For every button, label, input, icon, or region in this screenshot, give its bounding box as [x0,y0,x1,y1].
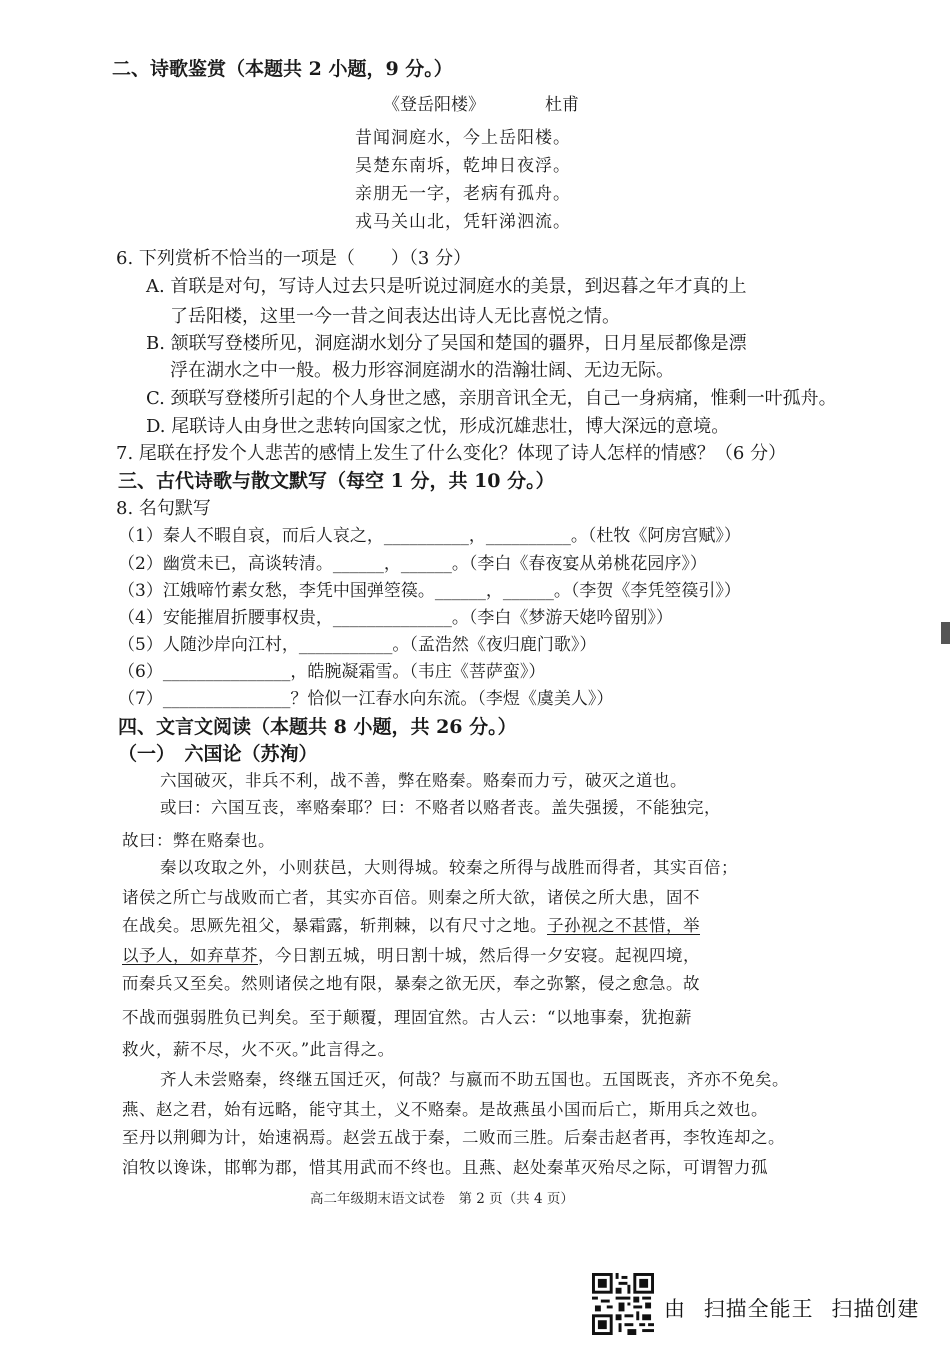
section4-heading: 四、文言文阅读（本题共 8 小题，共 26 分。） [118,716,517,738]
fill-item: （2）幽赏未已，高谈转清。______，______。（李白《春夜宴从弟桃花园序》） [118,554,707,574]
section2-heading: 二、诗歌鉴赏（本题共 2 小题，9 分。） [112,58,453,80]
watermark-by: 由 [664,1297,686,1321]
fill-item: （3）江娥啼竹素女愁，李凭中国弹箜篌。______，______。（李贺《李凭箜篌引》） [118,581,741,601]
passage-line: 而秦兵又至矣。然则诸侯之地有限，暴秦之欲无厌，奉之弥繁，侵之愈急。故 [122,974,700,993]
option-b: B. 颔联写登楼所见，洞庭湖水划分了吴国和楚国的疆界，日月星辰都像是漂 [146,333,747,354]
option-c: C. 颈联写登楼所引起的个人身世之感，亲朋音讯全无，自己一身病痛，惟剩一叶孤舟。 [146,388,837,409]
passage-paragraph: 秦以攻取之外，小则获邑，大则得城。较秦之所得与战胜而得者，其实百倍； [160,858,738,877]
fill-item: （4）安能摧眉折腰事权贵，______________。（李白《梦游天姥吟留别》） [118,608,673,628]
watermark-action: 扫描创建 [831,1297,920,1321]
option-a-cont: 了岳阳楼，这里一今一昔之间表达出诗人无比喜悦之情。 [170,306,620,327]
passage-title: （一） 六国论（苏洵） [118,743,318,765]
poem-line: 亲朋无一字，老病有孤舟。 [355,184,571,204]
passage-text: 在战矣。思厥先祖父，暴霜露，斩荆棘，以有尺寸之地。 [122,916,547,935]
fill-item: （5）人随沙岸向江村，___________。（孟浩然《夜归鹿门歌》） [118,635,597,655]
poem-line: 戎马关山北，凭轩涕泗流。 [355,212,571,232]
poem-line: 吴楚东南坼，乾坤日夜浮。 [355,156,571,176]
qr-code-icon [592,1273,654,1335]
underlined-sentence: 子孙视之不甚惜，举 [547,916,700,935]
scan-edge-mark [941,622,950,644]
passage-line: 洎牧以谗诛，邯郸为郡，惜其用武而不终也。且燕、赵处秦革灭殆尽之际，可谓智力孤 [122,1158,768,1177]
passage-line: 救火，薪不尽，火不灭。”此言得之。 [122,1040,395,1059]
passage-line: 燕、赵之君，始有远略，能守其土，义不赂秦。是故燕虽小国而后亡，斯用兵之效也。 [122,1100,768,1119]
passage-text: ，今日割五城，明日割十城，然后得一夕安寝。起视四境， [258,946,700,965]
question-6-stem: 6. 下列赏析不恰当的一项是（ ）（3 分） [116,248,472,269]
passage-line: 诸侯之所亡与战败而亡者，其实亦百倍。则秦之所大欲，诸侯之所大患，固不 [122,888,700,907]
underlined-sentence: 以予人，如弃草芥 [122,946,258,965]
fill-item: （6）_______________，皓腕凝霜雪。（韦庄《菩萨蛮》） [118,662,546,682]
passage-line [122,948,700,965]
poem-author: 杜甫 [545,95,579,115]
question-8-title: 8. 名句默写 [116,498,211,519]
option-a: A. 首联是对句，写诗人过去只是听说过洞庭水的美景，到迟暮之年才真的上 [146,276,747,297]
passage-line [122,918,700,935]
option-d: D. 尾联诗人由身世之悲转向国家之忧，形成沉雄悲壮，博大深远的意境。 [146,416,730,437]
passage-paragraph: 或曰：六国互丧，率赂秦耶？曰：不赂者以赂者丧。盖失强援，不能独完， [160,798,721,817]
option-b-cont: 浮在湖水之中一般。极力形容洞庭湖水的浩瀚壮阔、无边无际。 [170,360,674,381]
fill-item: （1）秦人不暇自哀，而后人哀之，__________，__________。（杜牧《阿房宫赋》） [118,526,741,546]
poem-line: 昔闻洞庭水，今上岳阳楼。 [355,128,571,148]
section3-heading: 三、古代诗歌与散文默写（每空 1 分，共 10 分。） [118,470,555,492]
passage-paragraph: 齐人未尝赂秦，终继五国迁灭，何哉？与嬴而不助五国也。五国既丧，齐亦不免矣。 [160,1070,789,1089]
passage-line: 不战而强弱胜负已判矣。至于颠覆，理固宜然。古人云：“以地事秦，犹抱薪 [122,1008,692,1027]
passage-paragraph: 六国破灭，非兵不利，战不善，弊在赂秦。赂秦而力亏，破灭之道也。 [160,771,687,790]
page-footer: 高二年级期末语文试卷 第 2 页（共 4 页） [310,1191,574,1207]
fill-item: （7）_______________？恰似一江春水向东流。（李煜《虞美人》） [118,689,614,709]
question-7: 7. 尾联在抒发个人悲苦的感情上发生了什么变化？体现了诗人怎样的情感？（6 分） [116,443,787,464]
poem-title: 《登岳阳楼》 [383,95,485,115]
passage-line: 至丹以荆卿为计，始速祸焉。赵尝五战于秦，二败而三胜。后秦击赵者再，李牧连却之。 [122,1128,785,1147]
passage-line: 故曰：弊在赂秦也。 [122,831,275,850]
scanner-watermark [664,1293,929,1323]
watermark-app: 扫描全能王 [703,1297,814,1321]
